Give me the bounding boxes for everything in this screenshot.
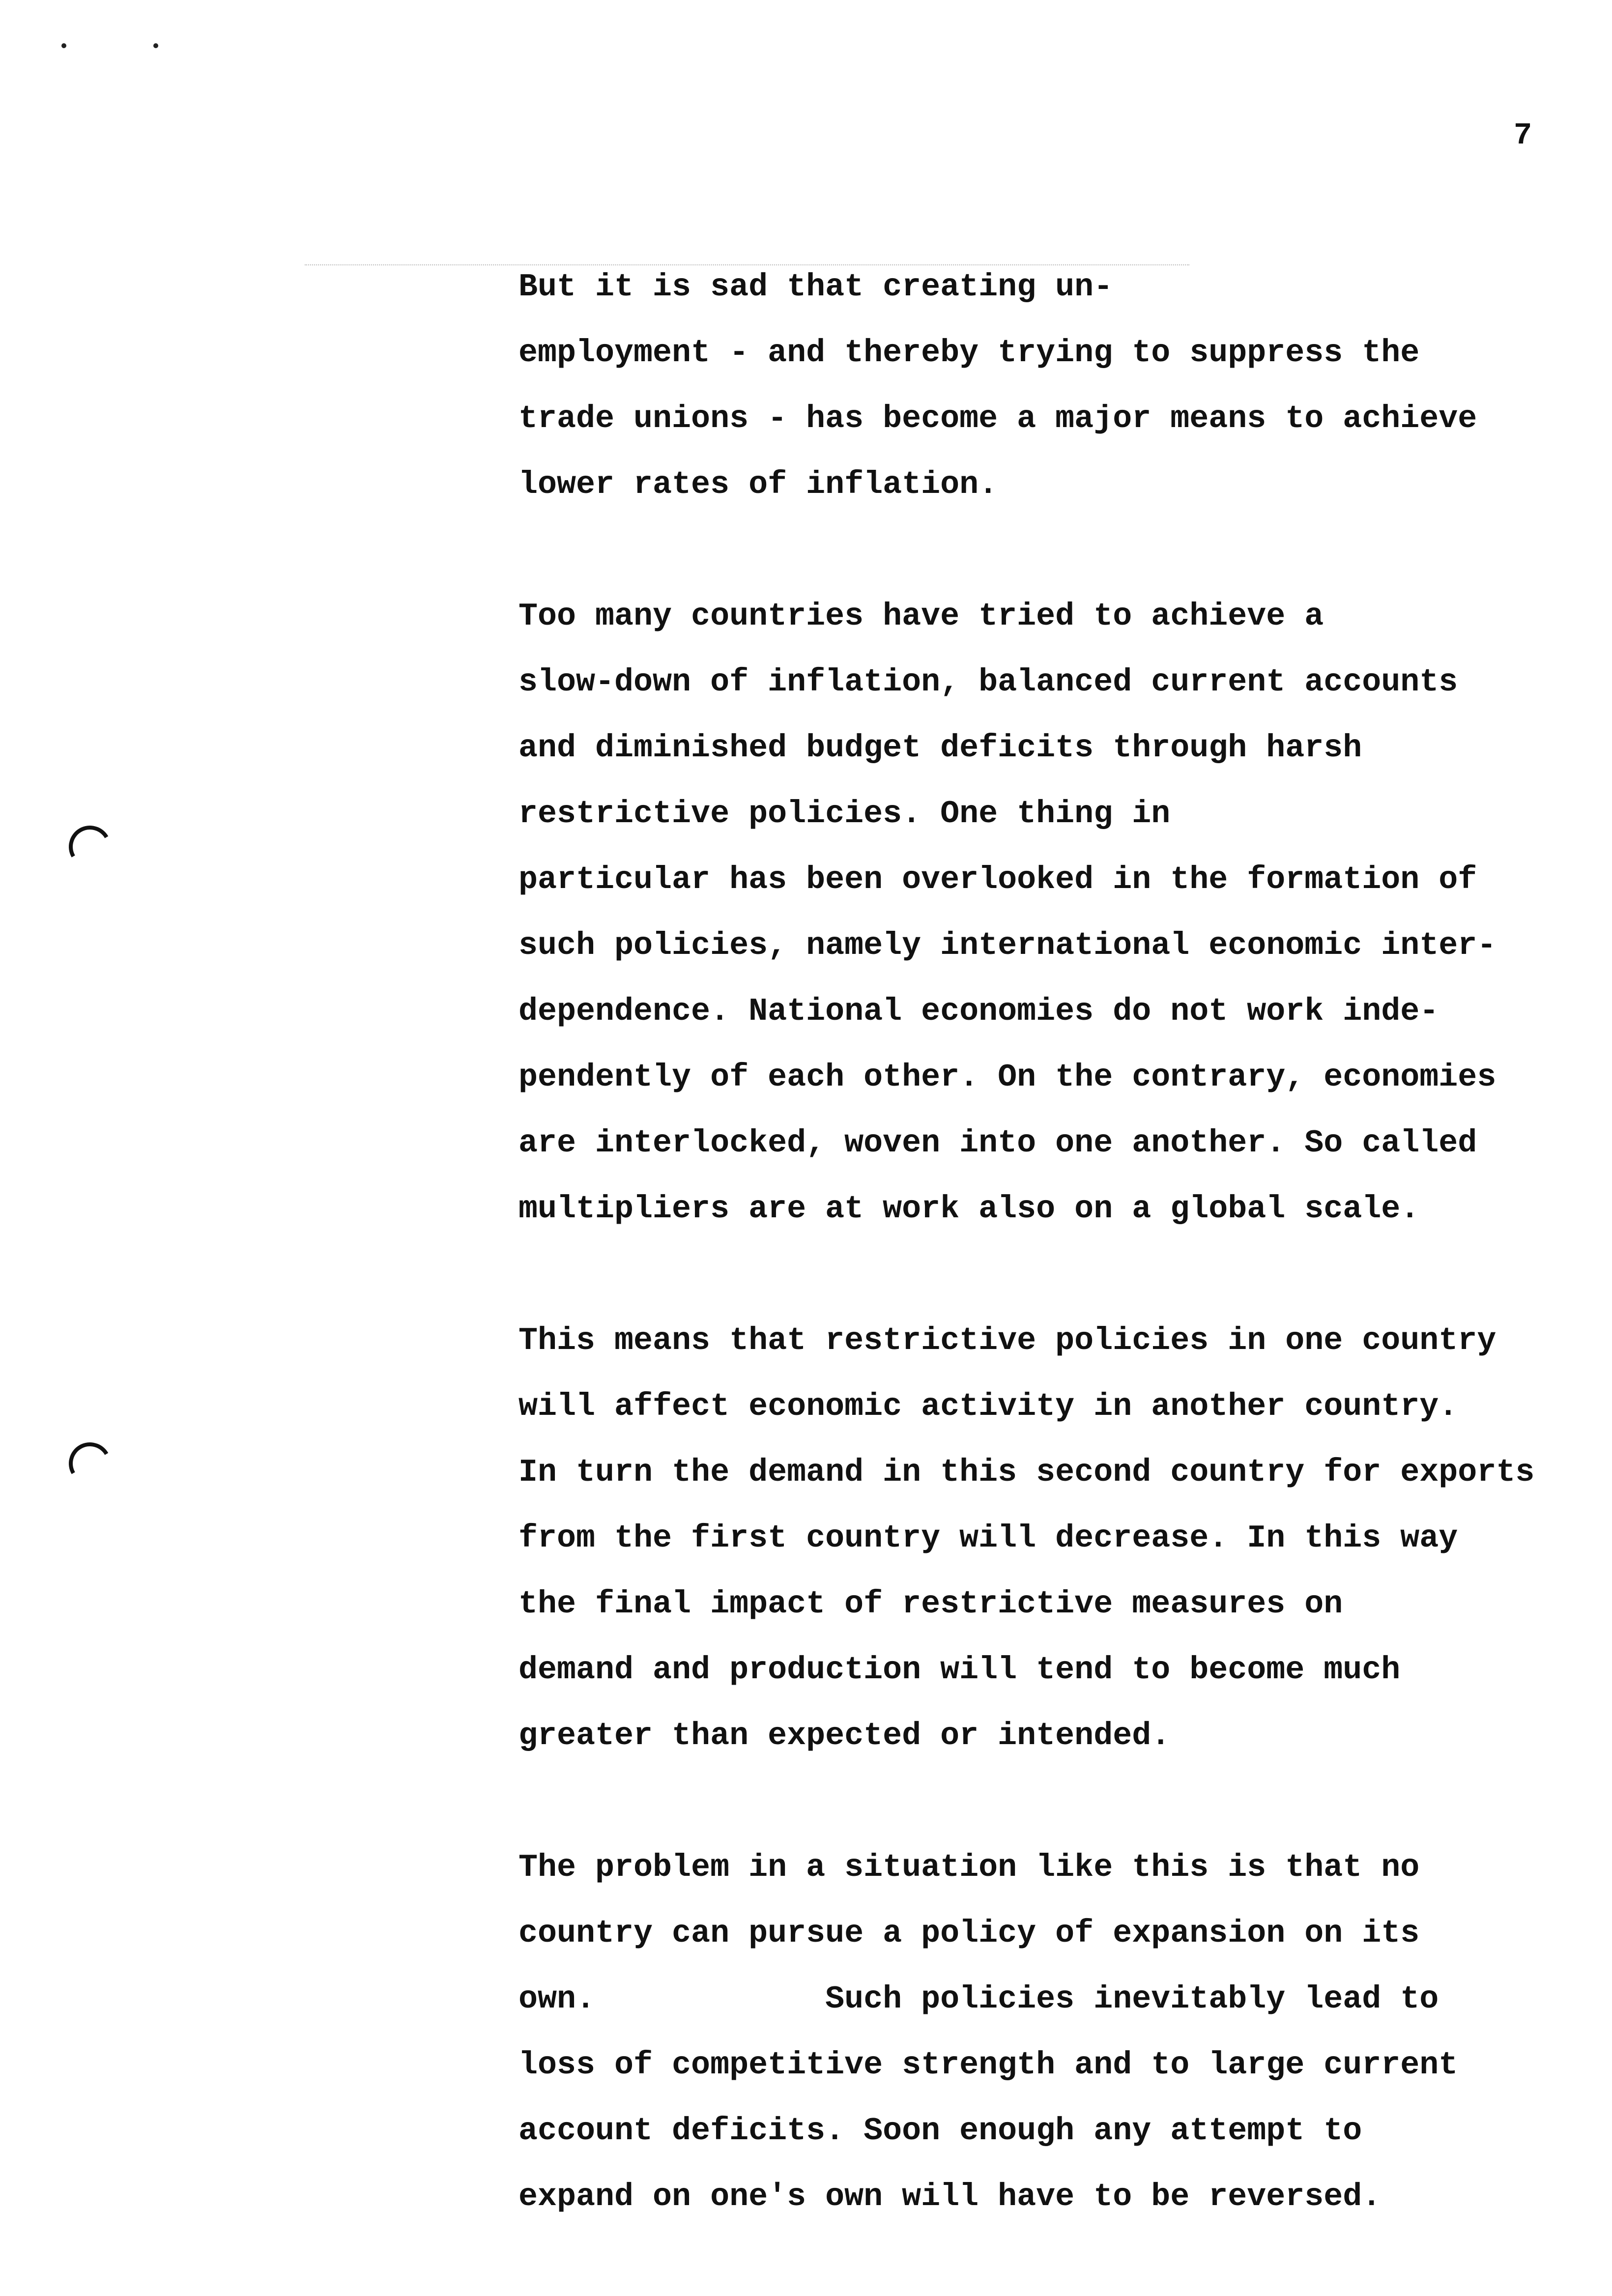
paragraph bbox=[518, 254, 1534, 517]
paragraph bbox=[518, 1308, 1534, 1769]
paragraph bbox=[518, 1835, 1534, 2230]
text-line: The problem in a situation like this is that no bbox=[518, 1849, 1420, 1886]
document-body bbox=[518, 254, 1534, 2296]
scan-speck bbox=[153, 43, 158, 48]
text-line: country can pursue a policy of expansion on its bbox=[518, 1915, 1420, 1952]
text-line: greater than expected or intended. bbox=[518, 1718, 1171, 1754]
text-line: pendently of each other. On the contrary, economies bbox=[518, 1059, 1497, 1095]
text-line: own. Such policies inevitably lead to bbox=[518, 1981, 1439, 2017]
text-line: trade unions - has become a major means to achieve bbox=[518, 401, 1477, 437]
text-line: In turn the demand in this second country for exports bbox=[518, 1454, 1535, 1491]
text-line: and diminished budget deficits through harsh bbox=[518, 730, 1362, 766]
text-line: are interlocked, woven into one another. So called bbox=[518, 1125, 1477, 1161]
text-line: multipliers are at work also on a global scale. bbox=[518, 1191, 1420, 1227]
text-line: slow-down of inflation, balanced current accounts bbox=[518, 664, 1458, 700]
punch-hole-mark bbox=[64, 821, 115, 872]
text-line: expand on one's own will have to be reversed. bbox=[518, 2179, 1382, 2215]
text-line: from the first country will decrease. In this way bbox=[518, 1520, 1458, 1556]
text-line: demand and production will tend to become much bbox=[518, 1652, 1401, 1688]
text-line: such policies, namely international economic inter- bbox=[518, 927, 1497, 964]
text-line: But it is sad that creating un- bbox=[518, 269, 1113, 305]
text-line: particular has been overlooked in the formation of bbox=[518, 861, 1477, 898]
text-line: dependence. National economies do not work inde- bbox=[518, 993, 1439, 1030]
paragraph bbox=[518, 583, 1534, 1242]
text-line: will affect economic activity in another country. bbox=[518, 1388, 1458, 1425]
text-line: the final impact of restrictive measures on bbox=[518, 1586, 1343, 1622]
text-line: This means that restrictive policies in one country bbox=[518, 1322, 1497, 1359]
text-line: lower rates of inflation. bbox=[518, 466, 998, 503]
page-number: 7 bbox=[1514, 118, 1532, 153]
text-line: employment - and thereby trying to suppress the bbox=[518, 335, 1420, 371]
text-line: Too many countries have tried to achieve a bbox=[518, 598, 1324, 634]
text-line: account deficits. Soon enough any attempt to bbox=[518, 2113, 1362, 2149]
punch-hole-mark bbox=[64, 1437, 115, 1489]
text-line: loss of competitive strength and to large current bbox=[518, 2047, 1458, 2083]
scan-speck bbox=[61, 43, 66, 48]
text-line: restrictive policies. One thing in bbox=[518, 796, 1171, 832]
